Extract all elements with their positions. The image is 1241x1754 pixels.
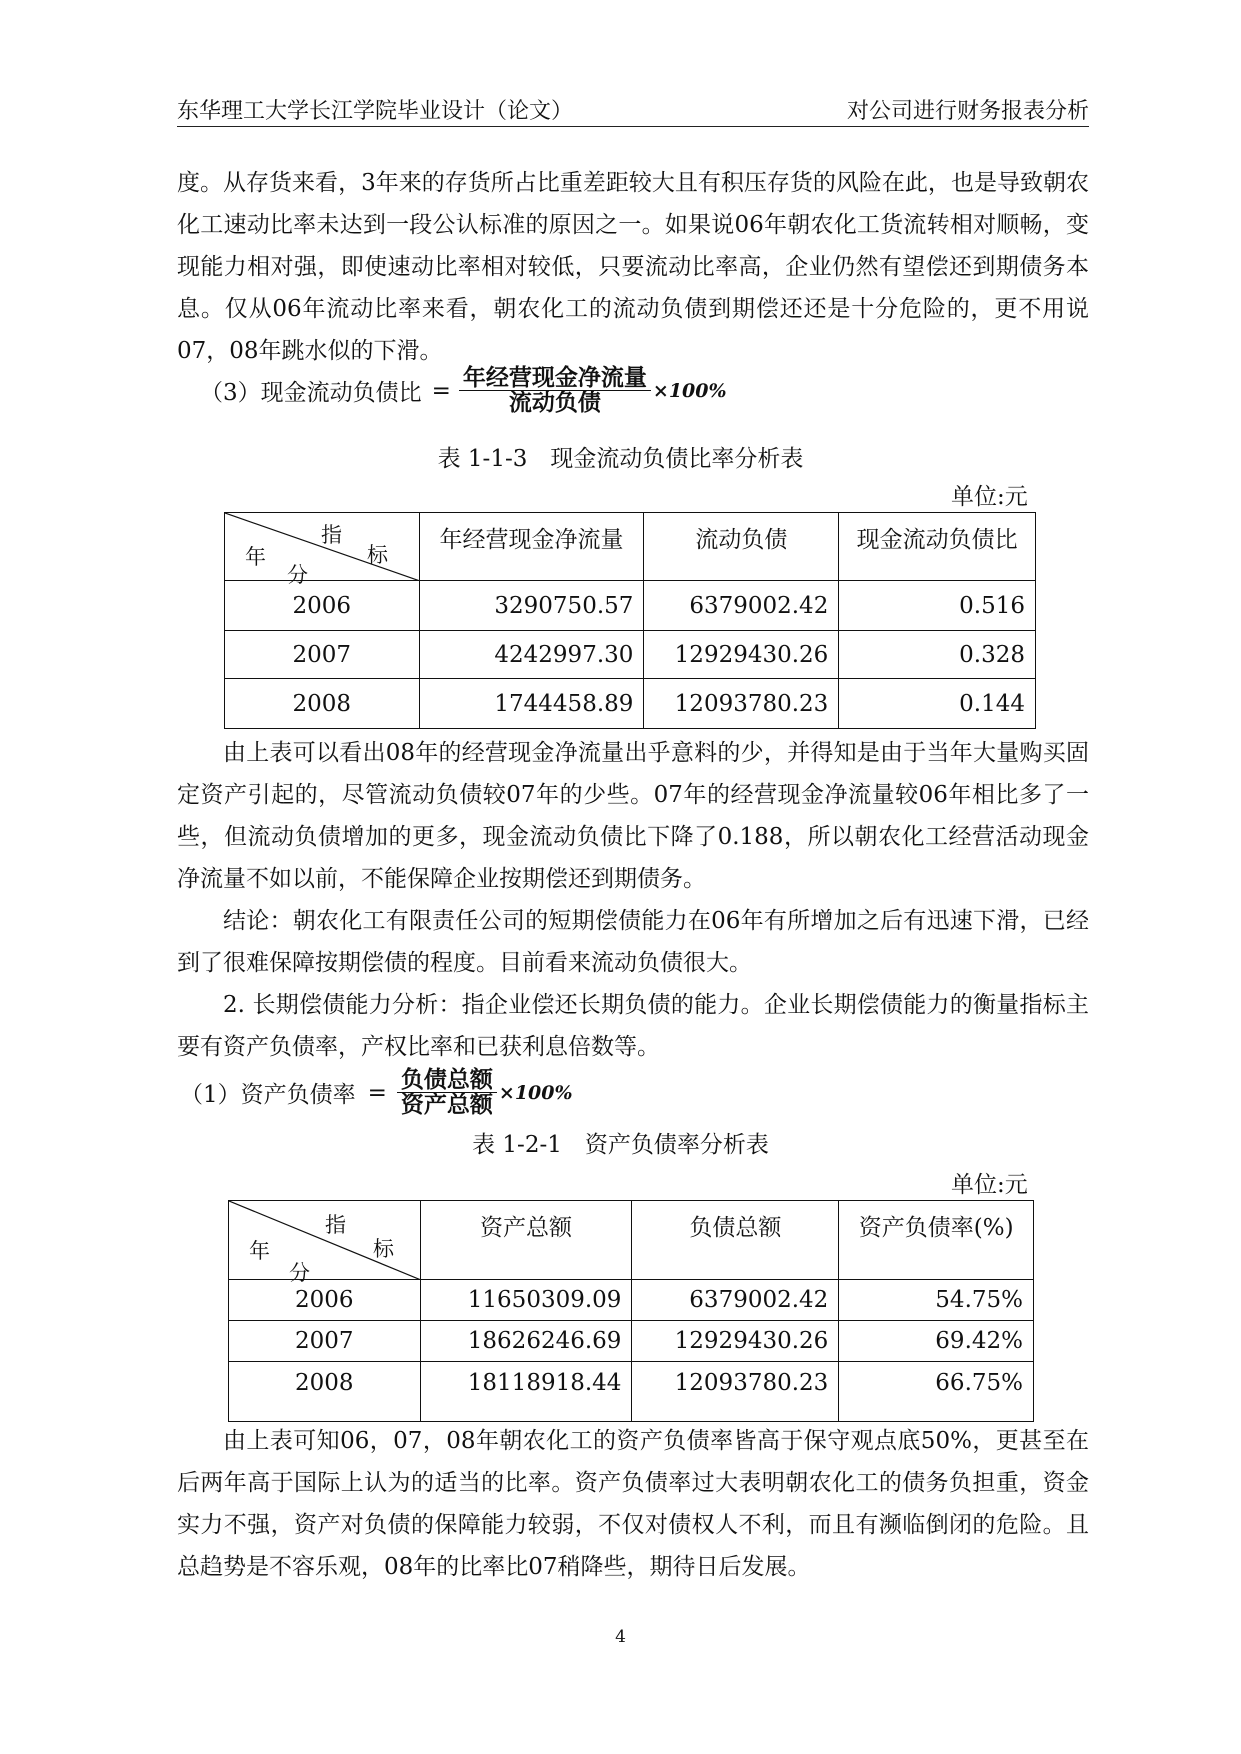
value-cell: 18118918.44 — [420, 1362, 632, 1422]
column-header: 资产总额 — [420, 1201, 632, 1280]
paragraph-debt-ratio-analysis: 由上表可知06，07，08年朝农化工的资产负债率皆高于保守观点底50%，更甚至在后两年高于国际上认为的适当的比率。资产负债率过大表明朝农化工的债务负担重，资金实力不强，资产对负债的保障能力较弱，不仅对债权人不利，而且有濒临倒闭的危险。且总趋势是不容乐观，08年的比率比07稍降些，期待日后发展。 — [177, 1428, 1089, 1580]
value-cell: 0.144 — [839, 679, 1036, 729]
value-cell: 4242997.30 — [419, 631, 644, 679]
formula-denominator: 流动负债 — [508, 389, 601, 416]
header-thesis-title: 东华理工大学长江学院毕业设计（论文） — [177, 99, 574, 124]
value-cell: 6379002.42 — [632, 1280, 839, 1321]
paragraph-conclusion: 结论：朝农化工有限责任公司的短期偿债能力在06年有所增加之后有迅速下滑，已经到了很难保障按期偿债的程度。目前看来流动负债很大。 — [177, 908, 1089, 976]
year-cell: 2007 — [225, 631, 420, 679]
column-header: 资产负债率(%) — [839, 1201, 1034, 1280]
formula-label: （3）现金流动负债比 — [200, 380, 422, 406]
column-header: 负债总额 — [632, 1201, 839, 1280]
paragraph-inventory-analysis: 度。从存货来看，3年来的存货所占比重差距较大且有积压存货的风险在此，也是导致朝农化工速动比率未达到一段公认标准的原因之一。如果说06年朝农化工货流转相对顺畅，变现能力相对强，即使速动比率相对较低，只要流动比率高，企业仍然有望偿还到期债务本息。仅从06年流动比率来看，朝农化工的流动负债到期偿还还是十分危险的，更不用说07，08年跳水似的下滑。 — [177, 170, 1089, 364]
value-cell: 11650309.09 — [420, 1280, 632, 1321]
table-caption: 表 1-1-3 现金流动负债比率分析表 — [437, 446, 804, 472]
value-cell: 69.42% — [839, 1321, 1034, 1362]
table-row — [225, 581, 1036, 631]
formula-numerator: 年经营现金净流量 — [459, 366, 651, 391]
cash-liability-ratio-table — [224, 512, 1036, 729]
diag-label-left: 年 — [249, 1239, 270, 1263]
value-cell: 12929430.26 — [644, 631, 839, 679]
table-row — [229, 1280, 1034, 1321]
paragraph-long-term-solvency: 2. 长期偿债能力分析：指企业偿还长期负债的能力。企业长期偿债能力的衡量指标主要有资产负债率，产权比率和已获利息倍数等。 — [177, 992, 1089, 1060]
year-cell: 2008 — [225, 679, 420, 729]
diag-label-bottom: 分 — [289, 1261, 310, 1285]
table-unit: 单位:元 — [951, 1172, 1028, 1198]
table-row — [225, 679, 1036, 729]
value-cell: 18626246.69 — [420, 1321, 632, 1362]
value-cell: 1744458.89 — [419, 679, 644, 729]
page-header — [177, 92, 1089, 127]
formula-fraction — [459, 366, 651, 415]
formula-label: （1）资产负债率 — [180, 1082, 356, 1108]
formula-multiplier: ×100% — [652, 379, 727, 402]
year-cell: 2006 — [225, 581, 420, 631]
value-cell: 6379002.42 — [644, 581, 839, 631]
table-row — [229, 1362, 1034, 1422]
formula-fraction — [397, 1068, 497, 1117]
column-header: 流动负债 — [644, 513, 839, 581]
paragraph-cash-flow-analysis: 由上表可以看出08年的经营现金净流量出乎意料的少，并得知是由于当年大量购买固定资产引起的，尽管流动负债较07年的少些。07年的经营现金净流量较06年相比多了一些，但流动负债增加的更多，现金流动负债比下降了0.188，所以朝农化工经营活动现金净流量不如以前，不能保障企业按期偿还到期债务。 — [177, 740, 1089, 892]
value-cell: 12093780.23 — [632, 1362, 839, 1422]
value-cell: 12093780.23 — [644, 679, 839, 729]
diag-label-top: 指 — [325, 1213, 346, 1237]
year-cell: 2006 — [229, 1280, 421, 1321]
value-cell: 3290750.57 — [419, 581, 644, 631]
formula-debt-asset-ratio — [180, 1068, 573, 1117]
formula-denominator: 资产总额 — [400, 1091, 493, 1118]
table-caption: 表 1-2-1 资产负债率分析表 — [472, 1132, 769, 1158]
diag-label-bottom: 分 — [287, 563, 308, 587]
formula-cash-liability-ratio — [200, 366, 727, 415]
value-cell: 66.75% — [839, 1362, 1034, 1422]
formula-equals: = — [367, 1079, 387, 1106]
diagonal-header-cell — [225, 513, 420, 587]
formula-equals: = — [431, 377, 451, 404]
value-cell: 12929430.26 — [632, 1321, 839, 1362]
diagonal-header-cell — [229, 1201, 421, 1285]
diag-label-top: 指 — [321, 523, 342, 547]
value-cell: 54.75% — [839, 1280, 1034, 1321]
value-cell: 0.328 — [839, 631, 1036, 679]
column-header: 现金流动负债比 — [839, 513, 1036, 581]
table-header-row — [229, 1201, 1034, 1280]
table-row — [229, 1321, 1034, 1362]
diag-label-left: 年 — [245, 545, 266, 569]
page-number: 4 — [615, 1627, 626, 1647]
year-cell: 2008 — [229, 1362, 421, 1422]
table-unit: 单位:元 — [951, 484, 1028, 510]
value-cell: 0.516 — [839, 581, 1036, 631]
column-header: 年经营现金净流量 — [419, 513, 644, 581]
header-chapter-title: 对公司进行财务报表分析 — [846, 99, 1089, 124]
year-cell: 2007 — [229, 1321, 421, 1362]
debt-asset-ratio-table — [228, 1200, 1034, 1422]
table-header-row — [225, 513, 1036, 581]
formula-multiplier: ×100% — [498, 1081, 573, 1104]
table-row — [225, 631, 1036, 679]
formula-numerator: 负债总额 — [397, 1068, 497, 1093]
diag-label-right: 标 — [373, 1237, 394, 1261]
diag-label-right: 标 — [367, 543, 388, 567]
